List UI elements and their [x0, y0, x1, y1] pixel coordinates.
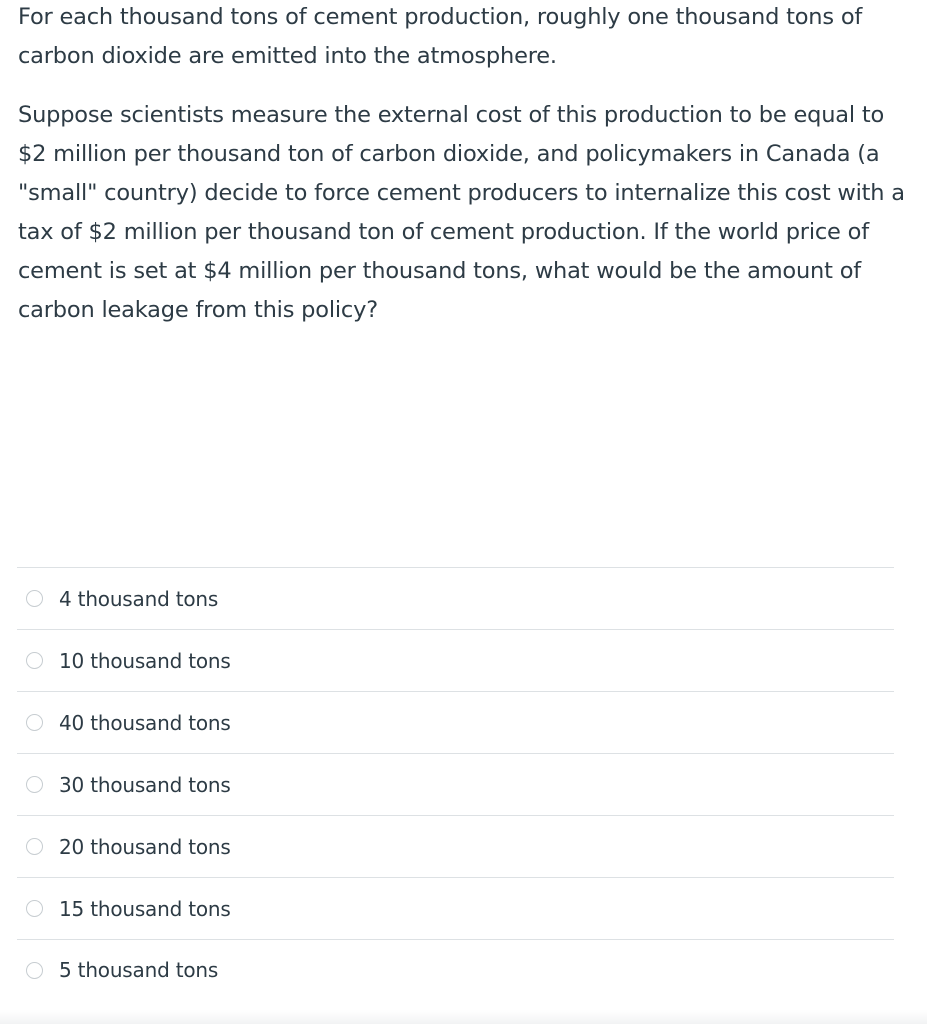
- radio-button[interactable]: [26, 962, 43, 979]
- answer-option[interactable]: [17, 691, 894, 753]
- radio-button[interactable]: [26, 900, 43, 917]
- answer-option[interactable]: [17, 939, 894, 1000]
- answer-option[interactable]: [17, 753, 894, 815]
- answer-label[interactable]: 15 thousand tons: [59, 896, 231, 921]
- radio-button[interactable]: [26, 838, 43, 855]
- question-paragraph-1: For each thousand tons of cement production, roughly one thousand tons of carbon dioxide are emitted into the atmosphere.: [18, 4, 863, 69]
- radio-button[interactable]: [26, 590, 43, 607]
- answer-label[interactable]: 30 thousand tons: [59, 772, 231, 797]
- answer-label[interactable]: 5 thousand tons: [59, 958, 219, 982]
- answer-list: [17, 567, 894, 1000]
- answer-label[interactable]: 20 thousand tons: [59, 834, 231, 859]
- bottom-shadow: [0, 1010, 927, 1024]
- radio-button[interactable]: [26, 652, 43, 669]
- radio-button[interactable]: [26, 714, 43, 731]
- radio-button[interactable]: [26, 776, 43, 793]
- answer-option[interactable]: [17, 629, 894, 691]
- answer-option[interactable]: [17, 567, 894, 629]
- question-text: [18, 0, 908, 350]
- answer-option[interactable]: [17, 877, 894, 939]
- answer-label[interactable]: 40 thousand tons: [59, 710, 231, 735]
- answer-label[interactable]: 4 thousand tons: [59, 586, 219, 611]
- answer-option[interactable]: [17, 815, 894, 877]
- answer-label[interactable]: 10 thousand tons: [59, 648, 231, 673]
- question-paragraph-2: Suppose scientists measure the external cost of this production to be equal to $2 million per thousand ton of carbon dioxide, and policymakers in Canada (a "small" country) decide to force cement producers to internalize this cost with a tax of $2 million per thousand ton of cement production. If the world price of cement is set at $4 million per thousand tons, what would be the amount of carbon leakage from this policy?: [18, 102, 905, 323]
